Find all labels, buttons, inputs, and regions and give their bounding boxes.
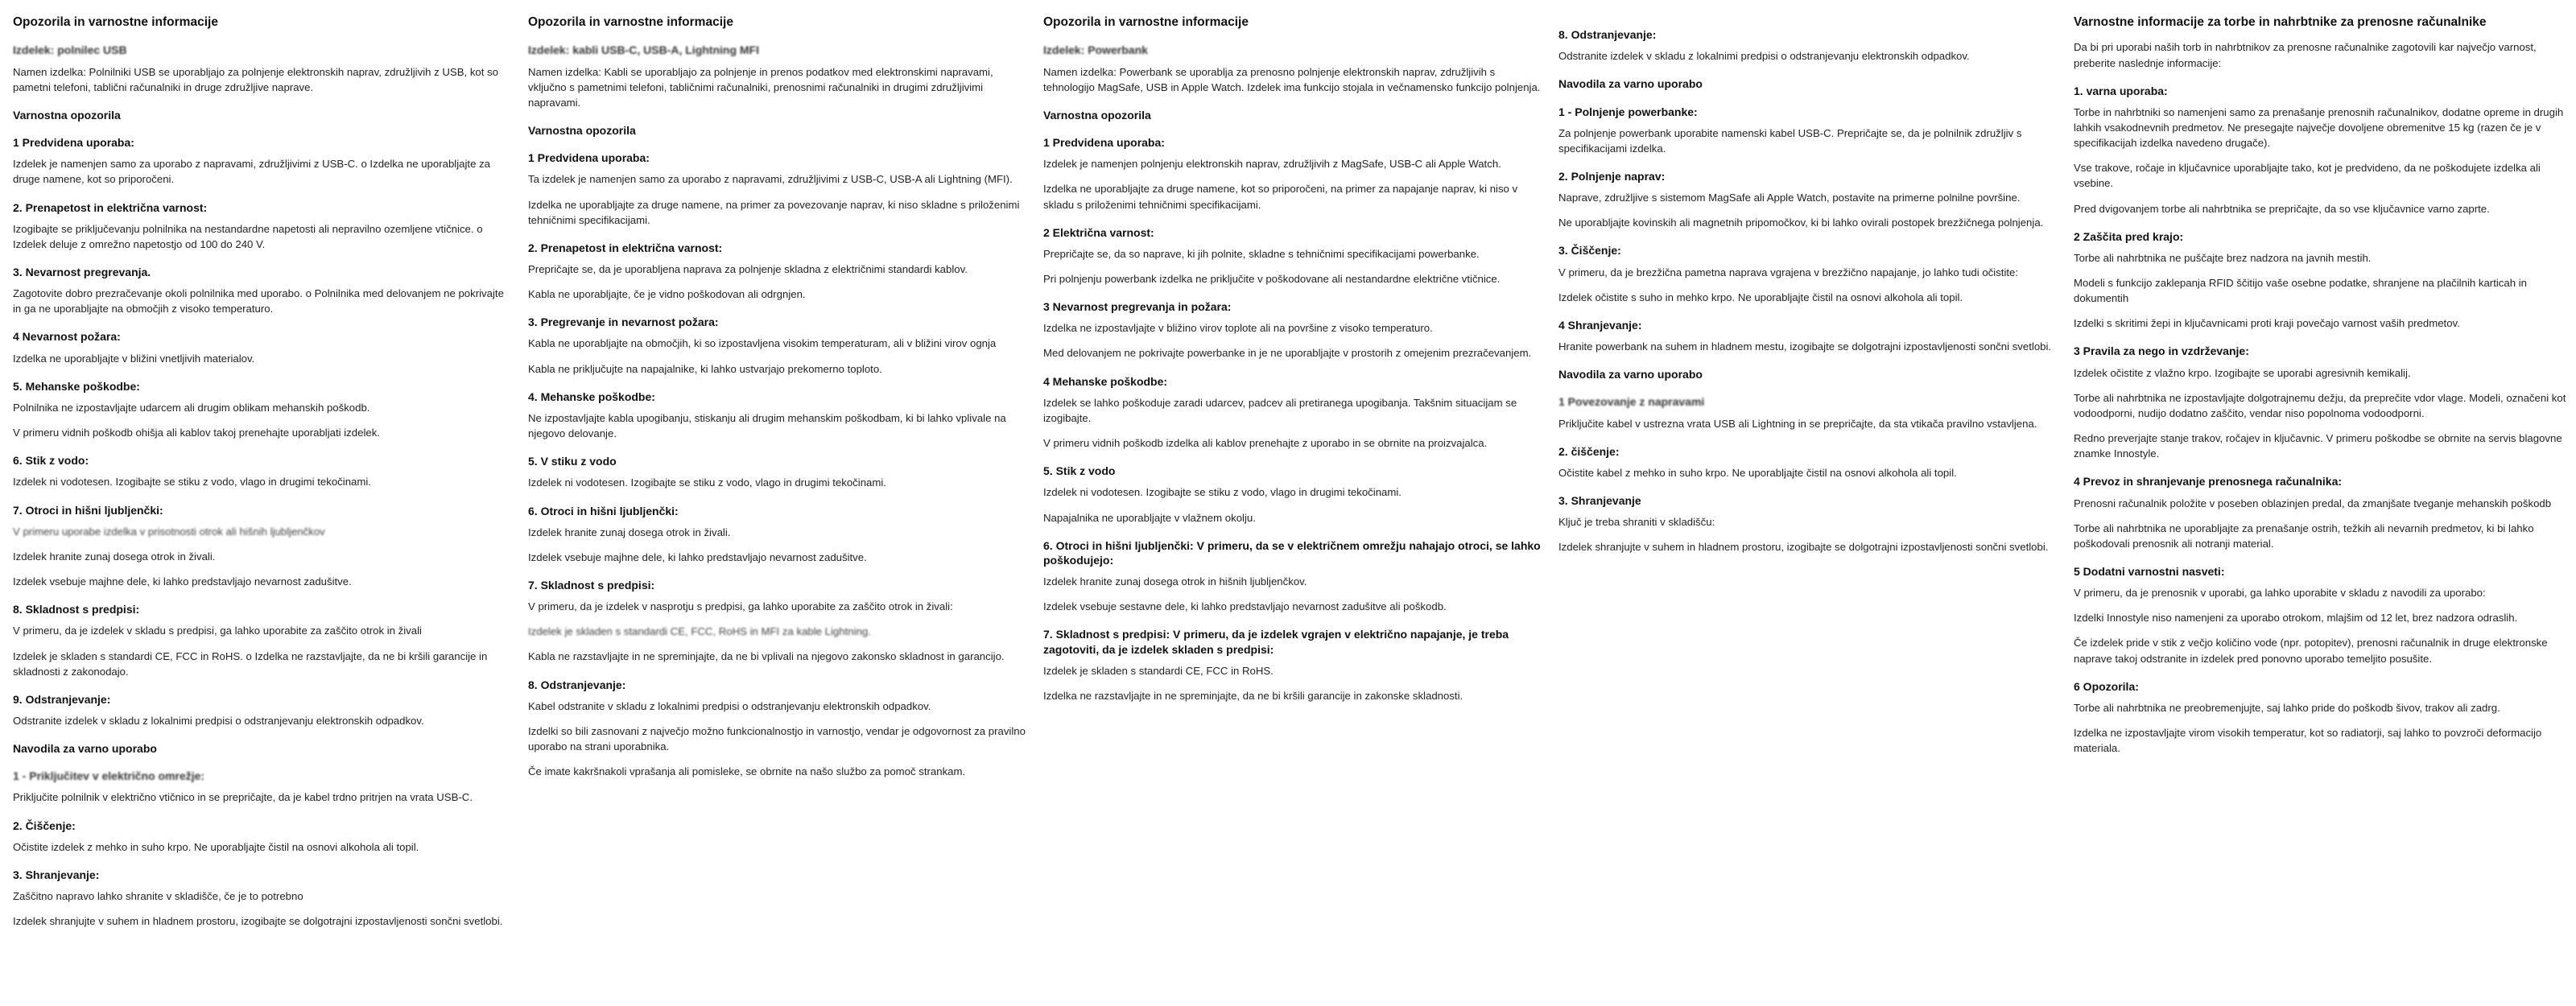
subsection-heading: 4 Mehanske poškodbe: — [1043, 374, 1168, 388]
body-paragraph: Namen izdelka: Polnilniki USB se uporabljajo za polnjenje elektronskih naprav, združljivih z USB, kot so pametni telefoni, tablični računalniki in druge združljive naprave. — [13, 65, 499, 93]
body-paragraph: Kabla ne uporabljajte, če je vidno poškodovan ali odrgnjen. — [528, 288, 806, 301]
body-paragraph: Namen izdelka: Powerbank se uporablja za prenosno polnjenje elektronskih naprav, združljivih s tehnologijo MagSafe, USB in Apple Watch. Izdelek ima funkcijo stojala in večnamensko funkcijo polnjenja. — [1043, 65, 1541, 93]
body-paragraph: Izdelek shranjujte v suhem in hladnem prostoru, izogibajte se dolgotrajni izpostavljenosti sončni svetlobi. — [1558, 541, 2049, 554]
body-paragraph: Kabel odstranite v skladu z lokalnimi predpisi o odstranjevanju elektronskih odpadkov. — [528, 699, 931, 712]
subsection-heading: 6. Otroci in hišni ljubljenčki: V primeru, da se v električnem omrežju nahajajo otroci, se lahko poškodujejo: — [1043, 538, 1541, 567]
column-powerbank — [1043, 14, 1558, 1006]
column-usb-c-charger — [13, 14, 528, 1006]
body-paragraph: Torbe ali nahrbtnika ne uporabljajte za prenašanje ostrih, težkih ali nevarnih predmetov, ki bi lahko poškodovali prenosnik ali notranji material. — [2074, 522, 2534, 550]
body-paragraph: Izdelek vsebuje sestavne dele, ki lahko predstavljajo nevarnost zadušitve ali poškodb. — [1043, 600, 1447, 613]
subsection-heading: 2. Prenapetost in električna varnost: — [13, 200, 208, 214]
body-paragraph: Odstranite izdelek v skladu z lokalnimi predpisi o odstranjevanju elektronskih odpadkov. — [13, 714, 424, 727]
body-paragraph: Očistite kabel z mehko in suho krpo. Ne uporabljajte čistil na osnovi alkohola ali topil. — [1558, 466, 1957, 479]
body-paragraph: V primeru, da je brezžična pametna naprava vgrajena v brezžično napajanje, jo lahko tudi očistite: — [1558, 266, 2019, 278]
body-paragraph: Izdelek očistite s suho in mehko krpo. Ne uporabljajte čistil na osnovi alkohola ali topil. — [1558, 291, 1963, 303]
body-paragraph: Izdelek hranite zunaj dosega otrok in hišnih ljubljenčkov. — [1043, 575, 1307, 588]
subsection-heading: Izdelek: polnilec USB — [13, 43, 127, 57]
body-paragraph: Izdelek se lahko poškoduje zaradi udarcev, padcev ali pretiranega upogibanja. Takšnim situacijam se izogibajte. — [1043, 396, 1517, 424]
body-paragraph: Izdelki Innostyle niso namenjeni za uporabo otrokom, mlajšim od 12 let, brez nadzora odraslih. — [2074, 612, 2518, 625]
body-paragraph: Izdelka ne razstavljajte in ne spreminjajte, da ne bi kršili garancije in zakonske skladnosti. — [1043, 689, 1463, 702]
body-paragraph: Pred dvigovanjem torbe ali nahrbtnika se prepričajte, da so vse ključavnice varno zaprte. — [2074, 202, 2490, 215]
body-paragraph: Zagotovite dobro prezračevanje okoli polnilnika med uporabo. o Polnilnika med delovanjem ne pokrivajte in ga ne uporabljajte na območjih z visoko temperaturo. — [13, 287, 504, 315]
body-paragraph: V primeru, da je izdelek v nasprotju s predpisi, ga lahko uporabite za zaščito otrok in živali: — [528, 600, 953, 613]
body-paragraph: Izdelek očistite z vlažno krpo. Izogibajte se uporabi agresivnih kemikalij. — [2074, 366, 2411, 379]
body-paragraph: Izdelek je namenjen samo za uporabo z napravami, združljivimi z USB-C. o Izdelka ne uporabljajte za druge namene, kot so priporočeni. — [13, 158, 490, 186]
body-paragraph: Ključ je treba shraniti v skladišču: — [1558, 516, 1715, 529]
subsection-heading: 3. Nevarnost pregrevanja. — [13, 265, 151, 278]
body-paragraph: Priključite polnilnik v električno vtičnico in se prepričajte, da je kabel trdno pritrjen na vrata USB-C. — [13, 791, 473, 804]
subsection-heading: Navodila za varno uporabo — [13, 742, 157, 756]
body-paragraph: Da bi pri uporabi naših torb in nahrbtnikov za prenosne računalnike zagotovili kar največjo varnost, preberite naslednje informacije: — [2074, 41, 2537, 69]
body-paragraph: Izdelki s skritimi žepi in ključavnicami proti kraji povečajo varnost vaših predmetov. — [2074, 317, 2460, 330]
body-paragraph: Torbe ali nahrbtnika ne puščajte brez nadzora na javnih mestih. — [2074, 251, 2372, 264]
subsection-heading: 1 Povezovanje z napravami — [1558, 395, 1705, 409]
body-paragraph: Izdelek ni vodotesen. Izogibajte se stiku z vodo, vlago in drugimi tekočinami. — [1043, 486, 1402, 499]
subsection-heading: Varnostna opozorila — [1043, 108, 1151, 122]
body-paragraph: Izogibajte se priključevanju polnilnika na nestandardne napetosti ali nepravilno ozemljene vtičnice. o Izdelek deluje z omrežno napetostjo od 100 do 240 V. — [13, 222, 483, 250]
subsection-heading: 4 Shranjevanje: — [1558, 318, 1642, 332]
body-paragraph: Izdelek shranjujte v suhem in hladnem prostoru, izogibajte se dolgotrajni izpostavljenosti sončni svetlobi. — [13, 915, 503, 928]
body-paragraph: Izdelek vsebuje majhne dele, ki lahko predstavljajo nevarnost zadušitve. — [528, 550, 867, 563]
subsection-heading: 1 Predvidena uporaba: — [1043, 136, 1165, 150]
subsection-heading: Varnostna opozorila — [528, 123, 636, 137]
subsection-heading: 5 Dodatni varnostni nasveti: — [2074, 564, 2225, 578]
body-paragraph: Izdelek je skladen s standardi CE, FCC in RoHS. o Izdelka ne razstavljajte, da ne bi kršili garancije in skladnosti z zakonodajo. — [13, 649, 488, 678]
body-paragraph: V primeru vidnih poškodb ohišja ali kablov takoj prenehajte uporabljati izdelek. — [13, 427, 380, 439]
body-paragraph: Ta izdelek je namenjen samo za uporabo z napravami, združljivimi z USB-C, USB-A ali Lightning (MFI). — [528, 173, 1013, 186]
body-paragraph: Vse trakove, ročaje in ključavnice uporabljajte tako, kot je predvideno, da ne poškodujete izdelka ali vsebine. — [2074, 162, 2541, 190]
subsection-heading: 3 Nevarnost pregrevanja in požara: — [1043, 300, 1232, 314]
subsection-heading: 4. Mehanske poškodbe: — [528, 390, 655, 403]
body-paragraph: Prepričajte se, da so naprave, ki jih polnite, skladne s tehničnimi specifikacijami powerbanke. — [1043, 247, 1480, 260]
body-paragraph: Hranite powerbank na suhem in hladnem mestu, izogibajte se dolgotrajni izpostavljenosti sončni svetlobi. — [1558, 340, 2052, 353]
body-paragraph: Če imate kakršnakoli vprašanja ali pomisleke, se obrnite na našo službo za pomoč strankam. — [528, 765, 966, 778]
subsection-heading: Navodila za varno uporabo — [1558, 368, 1703, 381]
body-paragraph: Pri polnjenju powerbank izdelka ne priključite v poškodovane ali nestandardne električne vtičnice. — [1043, 272, 1501, 285]
body-paragraph: Če izdelek pride v stik z večjo količino vode (npr. potopitev), prenosni računalnik in druge elektronske naprave takoj odstranite in izdelek pred ponovno uporabo temeljito posušite. — [2074, 637, 2548, 665]
section-title: Opozorila in varnostne informacije — [1043, 15, 1249, 29]
subsection-heading: 3. Čiščenje: — [1558, 244, 1621, 258]
subsection-heading: 7. Otroci in hišni ljubljenčki: — [13, 503, 163, 517]
subsection-heading: 8. Skladnost s predpisi: — [13, 603, 140, 616]
body-paragraph: Izdelka ne izpostavljajte virom visokih temperatur, kot so radiatorji, saj lahko to povzroči deformacijo materiala. — [2074, 727, 2542, 755]
body-paragraph: Torbe in nahrbtniki so namenjeni samo za prenašanje prenosnih računalnikov, dodatne opreme in drugih lahkih vsakodnevnih predmetov. Ne presegajte največje dovoljene obremenitve 15 kg (razen če je v specifikacijah izdelka navedeno drugače). — [2074, 105, 2564, 150]
body-paragraph: Izdelek hranite zunaj dosega otrok in živali. — [13, 550, 216, 563]
body-paragraph: Modeli s funkcijo zaklepanja RFID ščitijo vaše osebne podatke, shranjene na plačilnih karticah in dokumentih — [2074, 277, 2527, 305]
body-paragraph: Izdelek vsebuje majhne dele, ki lahko predstavljajo nevarnost zadušitve. — [13, 575, 352, 588]
subsection-heading: 1. varna uporaba: — [2074, 84, 2168, 97]
body-paragraph: V primeru vidnih poškodb izdelka ali kablov prenehajte z uporabo in se obrnite na proizvajalca. — [1043, 437, 1488, 450]
body-paragraph: V primeru, da je prenosnik v uporabi, ga lahko uporabite v skladu z navodili za uporabo: — [2074, 587, 2486, 600]
subsection-heading: 3. Shranjevanje: — [13, 868, 100, 881]
body-paragraph: Redno preverjajte stanje trakov, ročajev in ključavnic. V primeru poškodbe se obrnite na servis blagovne znamke Innostyle. — [2074, 432, 2562, 460]
subsection-heading: 9. Odstranjevanje: — [13, 692, 111, 706]
subsection-heading: 5. Mehanske poškodbe: — [13, 379, 140, 393]
body-paragraph: Prepričajte se, da je uporabljena naprava za polnjenje skladna z električnimi standardi kablov. — [528, 262, 968, 275]
subsection-heading: 7. Skladnost s predpisi: — [528, 578, 655, 592]
subsection-heading: 8. Odstranjevanje: — [1558, 28, 1657, 41]
subsection-heading: 5. V stiku z vodo — [528, 455, 617, 468]
subsection-heading: 3. Pregrevanje in nevarnost požara: — [528, 315, 719, 329]
body-paragraph: Prenosni računalnik položite v poseben oblazinjen predal, da zmanjšate tveganje mehanskih poškodb — [2074, 497, 2552, 509]
body-paragraph: Zaščitno napravo lahko shranite v skladišče, če je to potrebno — [13, 890, 303, 903]
subsection-heading: 5. Stik z vodo — [1043, 464, 1116, 478]
column-cables — [528, 14, 1043, 1006]
section-title: Opozorila in varnostne informacije — [13, 15, 218, 29]
subsection-heading: 2. čiščenje: — [1558, 444, 1620, 458]
body-paragraph: Kabla ne razstavljajte in ne spreminjajte, da ne bi vplivali na njegovo zakonsko skladnost in garancijo. — [528, 650, 1005, 663]
subsection-heading: Izdelek: kabli USB-C, USB-A, Lightning MFI — [528, 43, 759, 57]
subsection-heading: 1 - Priključitev v električno omrežje: — [13, 769, 205, 783]
body-paragraph: Izdelek je skladen s standardi CE, FCC, RoHS in MFI za kable Lightning. — [528, 625, 871, 638]
body-paragraph: Med delovanjem ne pokrivajte powerbanke in je ne uporabljajte v prostorih z omejenim prezračevanjem. — [1043, 347, 1532, 360]
subsection-heading: Izdelek: Powerbank — [1043, 43, 1148, 57]
subsection-heading: 2 Zaščita pred krajo: — [2074, 229, 2184, 243]
subsection-heading: 2. Polnjenje naprav: — [1558, 169, 1666, 183]
section-title: Opozorila in varnostne informacije — [528, 15, 733, 29]
body-paragraph: Priključite kabel v ustrezna vrata USB ali Lightning in se prepričajte, da sta vtikača pravilno vstavljena. — [1558, 417, 2037, 430]
body-paragraph: Odstranite izdelek v skladu z lokalnimi predpisi o odstranjevanju elektronskih odpadkov. — [1558, 50, 1970, 63]
body-paragraph: Torbe ali nahrbtnika ne preobremenjujte, saj lahko pride do poškodb šivov, trakov ali zadrg. — [2074, 701, 2500, 714]
body-paragraph: Torbe ali nahrbtnika ne izpostavljajte dolgotrajnemu dežju, da preprečite vdor vlage. Modeli, označeni kot vodoodporni, nudijo dodatno zaščito, vendar niso popolnoma vodoodporni. — [2074, 391, 2566, 419]
subsection-heading: 4 Nevarnost požara: — [13, 330, 121, 344]
body-paragraph: Izdelka ne izpostavljajte v bližino virov toplote ali na površine z visoko temperaturo. — [1043, 322, 1433, 335]
subsection-heading: 2. Čiščenje: — [13, 818, 76, 832]
body-paragraph: V primeru, da je izdelek v skladu s predpisi, ga lahko uporabite za zaščito otrok in živali — [13, 625, 422, 637]
body-paragraph: Ne uporabljajte kovinskih ali magnetnih pripomočkov, ki bi lahko ovirali postopek brezžičnega polnjenja. — [1558, 216, 2044, 229]
column-powerbank-continued — [1558, 14, 2074, 1006]
subsection-heading: 6. Otroci in hišni ljubljenčki: — [528, 504, 679, 517]
body-paragraph: Napajalnika ne uporabljajte v vlažnem okolju. — [1043, 511, 1256, 524]
body-paragraph: Izdelek ni vodotesen. Izogibajte se stiku z vodo, vlago in drugimi tekočinami. — [13, 476, 371, 489]
body-paragraph: Kabla ne priključujte na napajalnike, ki lahko ustvarjajo prekomerno toploto. — [528, 362, 882, 375]
body-paragraph: Naprave, združljive s sistemom MagSafe ali Apple Watch, postavite na primerne polnilne površine. — [1558, 192, 2021, 204]
body-paragraph: Izdelka ne uporabljajte za druge namene, na primer za povezovanje naprav, ki niso skladne s priloženimi tehničnimi specifikacijami. — [528, 198, 1020, 226]
body-paragraph: Izdelka ne uporabljajte za druge namene, kot so priporočeni, na primer za napajanje naprav, ki niso v skladu s priloženimi tehničnimi specifikacijami. — [1043, 183, 1518, 211]
body-paragraph: Izdelka ne uporabljajte v bližini vnetljivih materialov. — [13, 352, 255, 365]
body-paragraph: Namen izdelka: Kabli se uporabljajo za polnjenje in prenos podatkov med elektronskimi napravami, vključno s pametnimi telefoni, tabličnimi računalniki, prenosnimi računalniki in drugimi združljivimi napravami. — [528, 65, 993, 109]
subsection-heading: 4 Prevoz in shranjevanje prenosnega računalnika: — [2074, 475, 2343, 489]
subsection-heading: 2 Električna varnost: — [1043, 225, 1154, 239]
body-paragraph: Izdelek je namenjen polnjenju elektronskih naprav, združljivih z MagSafe, USB-C ali Apple Watch. — [1043, 158, 1501, 171]
body-paragraph: Izdelek je skladen s standardi CE, FCC in RoHS. — [1043, 664, 1274, 677]
body-paragraph: Za polnjenje powerbank uporabite namenski kabel USB-C. Prepričajte se, da je polnilnik združljiv s specifikacijami izdelka. — [1558, 126, 2022, 155]
subsection-heading: 1 Predvidena uporaba: — [13, 136, 134, 150]
subsection-heading: 3 Pravila za nego in vzdrževanje: — [2074, 344, 2249, 358]
subsection-heading: 6. Stik z vodo: — [13, 454, 89, 468]
body-paragraph: Kabla ne uporabljajte na območjih, ki so izpostavljena visokim temperaturam, ali v bližini virov ognja — [528, 337, 997, 350]
body-paragraph: Izdelek ni vodotesen. Izogibajte se stiku z vodo, vlago in drugimi tekočinami. — [528, 476, 886, 489]
body-paragraph: Polnilnika ne izpostavljajte udarcem ali drugim oblikam mehanskih poškodb. — [13, 401, 370, 414]
subsection-heading: Varnostna opozorila — [13, 108, 121, 122]
body-paragraph: V primeru uporabe izdelka v prisotnosti otrok ali hišnih ljubljenčkov — [13, 525, 325, 538]
section-title: Varnostne informacije za torbe in nahrbtnike za prenosne računalnike — [2074, 15, 2487, 29]
subsection-heading: 3. Shranjevanje — [1558, 494, 1641, 508]
body-paragraph: Ne izpostavljajte kabla upogibanju, stiskanju ali drugim mehanskim poškodbam, ki bi lahko vplivale na njegovo delovanje. — [528, 411, 1006, 440]
subsection-heading: 2. Prenapetost in električna varnost: — [528, 241, 723, 254]
subsection-heading: 1 Predvidena uporaba: — [528, 151, 650, 165]
body-paragraph: Izdelki so bili zasnovani z največjo možno funkcionalnostjo in varnostjo, vendar je odgovornost za pravilno uporabo na strani uporabnika. — [528, 724, 1026, 753]
body-paragraph: Očistite izdelek z mehko in suho krpo. Ne uporabljajte čistil na osnovi alkohola ali topil. — [13, 840, 419, 853]
column-backpack — [2074, 14, 2576, 1006]
subsection-heading: 1 - Polnjenje powerbanke: — [1558, 105, 1698, 118]
subsection-heading: 6 Opozorila: — [2074, 679, 2139, 693]
subsection-heading: 8. Odstranjevanje: — [528, 678, 626, 691]
subsection-heading: Navodila za varno uporabo — [1558, 77, 1703, 91]
subsection-heading: 7. Skladnost s predpisi: V primeru, da je izdelek vgrajen v električno napajanje, je treba zagotoviti, da je izdelek skladen s predpisi: — [1043, 628, 1509, 656]
body-paragraph: Izdelek hranite zunaj dosega otrok in živali. — [528, 526, 731, 538]
